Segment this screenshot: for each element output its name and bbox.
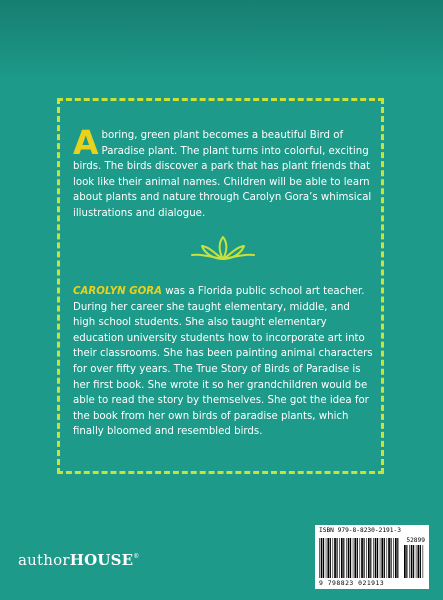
- barcode-bar: [384, 538, 385, 578]
- barcode-bar: [380, 538, 381, 578]
- author-bio: [73, 284, 373, 440]
- barcode-bar: [343, 538, 344, 578]
- barcode-bar: [353, 538, 354, 578]
- barcode-bar: [361, 538, 363, 578]
- barcode-bar: [373, 538, 374, 578]
- barcode-bar: [420, 545, 421, 578]
- book-description: [73, 123, 373, 222]
- barcode-bar: [321, 538, 323, 578]
- author-bio-text: was a Florida public school art teacher. During her career she taught elementary, middle, and high school students. She also taught elementary education university students how to incorporate art into their classrooms. She has been painting animal characters for over fifty years. The True Story of Birds of Paradise is her first book. She wrote it so her grandchildren would be able to read the story by themselves. She got the idea for the book from her own birds of paradise plants, which finally bloomed and resembled birds.: [73, 286, 373, 438]
- drop-cap-letter: A: [73, 123, 99, 162]
- barcode-bars-main: [319, 538, 401, 578]
- barcode-bar: [364, 538, 365, 578]
- barcode-bar: [346, 538, 347, 578]
- price-code: 52899: [406, 537, 425, 544]
- barcode-bar: [327, 538, 329, 578]
- publisher-logo-light: author: [18, 551, 70, 569]
- publisher-logo: [18, 551, 140, 569]
- barcode-bar: [348, 538, 350, 578]
- barcode-bar: [339, 538, 340, 578]
- barcode-bar: [381, 538, 383, 578]
- leaf-ornament-icon: [190, 235, 256, 261]
- barcode-bar: [341, 538, 343, 578]
- barcode-bar: [330, 538, 331, 578]
- barcode-bar: [404, 545, 406, 578]
- barcode-bar: [393, 538, 394, 578]
- barcode-digits: 9 798823 021913: [319, 579, 385, 587]
- barcode-bar: [375, 538, 377, 578]
- barcode-bar: [409, 545, 410, 578]
- barcode-bar: [370, 538, 371, 578]
- barcode-bar: [391, 538, 392, 578]
- barcode-bar: [366, 538, 367, 578]
- barcode-bar: [416, 545, 417, 578]
- barcode-bar: [395, 538, 397, 578]
- barcode-bar: [357, 538, 358, 578]
- book-description-text: boring, green plant becomes a beautiful Bird of Paradise plant. The plant turns into colorful, exciting birds. The birds discover a park that has plant friends that look like their animal names. Children will be able to learn about plants and nature through Carolyn Gora’s whimsical illustrations and dialogue.: [73, 130, 372, 219]
- barcode-bar: [319, 538, 320, 578]
- isbn-label: ISBN 979-8-8230-2191-3: [319, 527, 401, 534]
- barcode-bar: [387, 538, 388, 578]
- barcode-bar: [368, 538, 370, 578]
- barcode-bar: [411, 545, 413, 578]
- barcode-bar: [333, 538, 334, 578]
- barcode-bar: [397, 538, 398, 578]
- cover-top-shade: [0, 0, 443, 80]
- isbn-barcode: [315, 525, 429, 589]
- barcode-bar: [377, 538, 378, 578]
- barcode-bar: [350, 538, 351, 578]
- publisher-logo-bold: HOUSE: [69, 551, 134, 569]
- barcode-bar: [323, 538, 324, 578]
- barcode-bars-addon: [404, 545, 425, 578]
- registered-mark: ®: [133, 553, 140, 560]
- barcode-bar: [354, 538, 356, 578]
- barcode-bar: [423, 545, 424, 578]
- barcode-bar: [337, 538, 338, 578]
- author-name: CAROLYN GORA: [73, 286, 162, 297]
- barcode-bar: [406, 545, 407, 578]
- barcode-bar: [413, 545, 414, 578]
- barcode-bar: [388, 538, 390, 578]
- barcode-bar: [334, 538, 336, 578]
- barcode-bar: [326, 538, 327, 578]
- barcode-bar: [360, 538, 361, 578]
- barcode-bar: [418, 545, 420, 578]
